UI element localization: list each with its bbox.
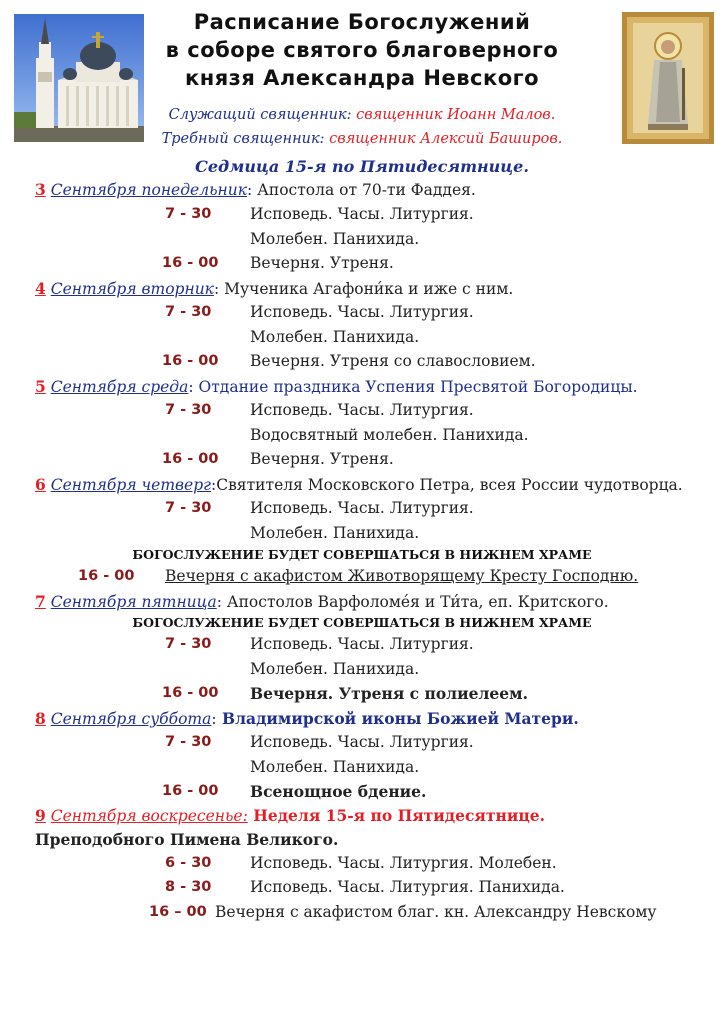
service-text: Исповедь. Часы. Литургия.: [250, 205, 474, 223]
day-header: 4 Сентября вторник: Мученика Агафони́ка и иже с ним.: [35, 279, 514, 298]
requiem-priest-label: Требный священник:: [161, 131, 325, 147]
day-number: 5: [35, 377, 46, 396]
service-text: Исповедь. Часы. Литургия.: [250, 401, 474, 419]
service-text: Молебен. Панихида.: [250, 758, 420, 776]
page-title-line-3: князя Александра Невского: [184, 66, 540, 90]
service-text: Всенощное бдение.: [250, 782, 427, 801]
day-number: 3: [35, 180, 46, 199]
day-number: 9: [35, 806, 46, 825]
service-time: 8 - 30: [165, 879, 212, 895]
day-name: Сентября воскресенье:: [50, 807, 248, 825]
lower-church-notice: БОГОСЛУЖЕНИЕ БУДЕТ СОВЕРШАТЬСЯ В НИЖНЕМ ХРАМЕ: [132, 547, 592, 562]
serving-priest-label: Служащий священник:: [168, 107, 352, 123]
service-time: 16 - 00: [162, 353, 219, 369]
service-time: 6 - 30: [165, 855, 212, 871]
day-header: [35, 806, 545, 825]
service-time: 16 - 00: [162, 451, 219, 467]
feast-name-line-2: Преподобного Пимена Великого.: [35, 830, 339, 849]
day-name: Сентября четверг: [50, 476, 211, 494]
day-header: 3 Сентября понедельник: Апостола от 70-ти Фаддея.: [35, 180, 476, 199]
service-time: 16 - 00: [162, 255, 219, 271]
service-text: Исповедь. Часы. Литургия. Панихида.: [250, 878, 565, 896]
service-text: Молебен. Панихида.: [250, 328, 420, 346]
week-title: Седмица 15-я по Пятидесятнице.: [195, 157, 529, 176]
service-time: 7 - 30: [165, 734, 212, 750]
feast-name: Отдание праздника Успения Пресвятой Богородицы.: [193, 378, 638, 396]
service-text: Вечерня с акафистом Животворящему Кресту Господню.: [165, 567, 639, 585]
service-time: 7 - 30: [165, 206, 212, 222]
feast-name: Святителя Московского Петра, всея России чудотворца.: [216, 476, 683, 494]
day-number: 4: [35, 279, 46, 298]
day-number: 6: [35, 475, 46, 494]
service-text: Вечерня. Утреня.: [250, 254, 394, 272]
day-name: Сентября вторник: [50, 280, 214, 298]
service-text: Молебен. Панихида.: [250, 230, 420, 248]
feast-name: Неделя 15-я по Пятидесятнице.: [247, 806, 546, 825]
service-text: Вечерня с акафистом благ. кн. Александру Невскому: [215, 903, 657, 921]
feast-name: Апостолов Варфоломе́я и Ти́та, еп. Критского.: [221, 593, 609, 611]
serving-priest: [0, 107, 724, 123]
service-time: 16 - 00: [162, 783, 219, 799]
day-name: Сентября понедельник: [50, 181, 247, 199]
day-number: 8: [35, 709, 46, 728]
service-text: Исповедь. Часы. Литургия.: [250, 303, 474, 321]
service-time: 7 - 30: [165, 304, 212, 320]
feast-name: Мученика Агафони́ка и иже с ним.: [219, 280, 514, 298]
service-time: 7 - 30: [165, 636, 212, 652]
service-text: Вечерня. Утреня.: [250, 450, 394, 468]
service-text: Молебен. Панихида.: [250, 524, 420, 542]
feast-name: Владимирской иконы Божией Матери.: [216, 709, 579, 728]
day-name: Сентября пятница: [50, 593, 217, 611]
day-name: Сентября среда: [50, 378, 189, 396]
service-time: 7 - 30: [165, 402, 212, 418]
day-name: Сентября суббота: [50, 710, 212, 728]
lower-church-notice: БОГОСЛУЖЕНИЕ БУДЕТ СОВЕРШАТЬСЯ В НИЖНЕМ ХРАМЕ: [132, 615, 592, 630]
service-text: Молебен. Панихида.: [250, 660, 420, 678]
day-header: 5 Сентября среда: Отдание праздника Успения Пресвятой Богородицы.: [35, 377, 638, 396]
day-number: 7: [35, 592, 46, 611]
feast-name: Апостола от 70-ти Фаддея.: [252, 181, 476, 199]
requiem-priest-name: священник Алексий Баширов.: [329, 131, 563, 147]
service-text: Водосвятный молебен. Панихида.: [250, 426, 529, 444]
day-header: 7 Сентября пятница: Апостолов Варфоломе́я и Ти́та, еп. Критского.: [35, 592, 609, 611]
service-time: 16 - 00: [162, 685, 219, 701]
serving-priest-name: священник Иоанн Малов.: [356, 107, 556, 123]
service-time: 7 - 30: [165, 500, 212, 516]
service-text: Вечерня. Утреня с полиелеем.: [250, 684, 528, 703]
service-text: Исповедь. Часы. Литургия. Молебен.: [250, 854, 557, 872]
service-time: 16 - 00: [78, 568, 135, 584]
day-header: 6 Сентября четверг:Святителя Московского Петра, всея России чудотворца.: [35, 475, 683, 494]
page-title-line-2: в соборе святого благоверного: [165, 38, 559, 62]
service-time: 16 – 00: [149, 904, 207, 920]
requiem-priest: [0, 131, 724, 147]
day-header: 8 Сентября суббота: Владимирской иконы Божией Матери.: [35, 709, 579, 728]
service-text: Вечерня. Утреня со славословием.: [250, 352, 536, 370]
page-title-line-1: Расписание Богослужений: [193, 10, 531, 34]
service-text: Исповедь. Часы. Литургия.: [250, 733, 474, 751]
service-text: Исповедь. Часы. Литургия.: [250, 499, 474, 517]
service-text: Исповедь. Часы. Литургия.: [250, 635, 474, 653]
